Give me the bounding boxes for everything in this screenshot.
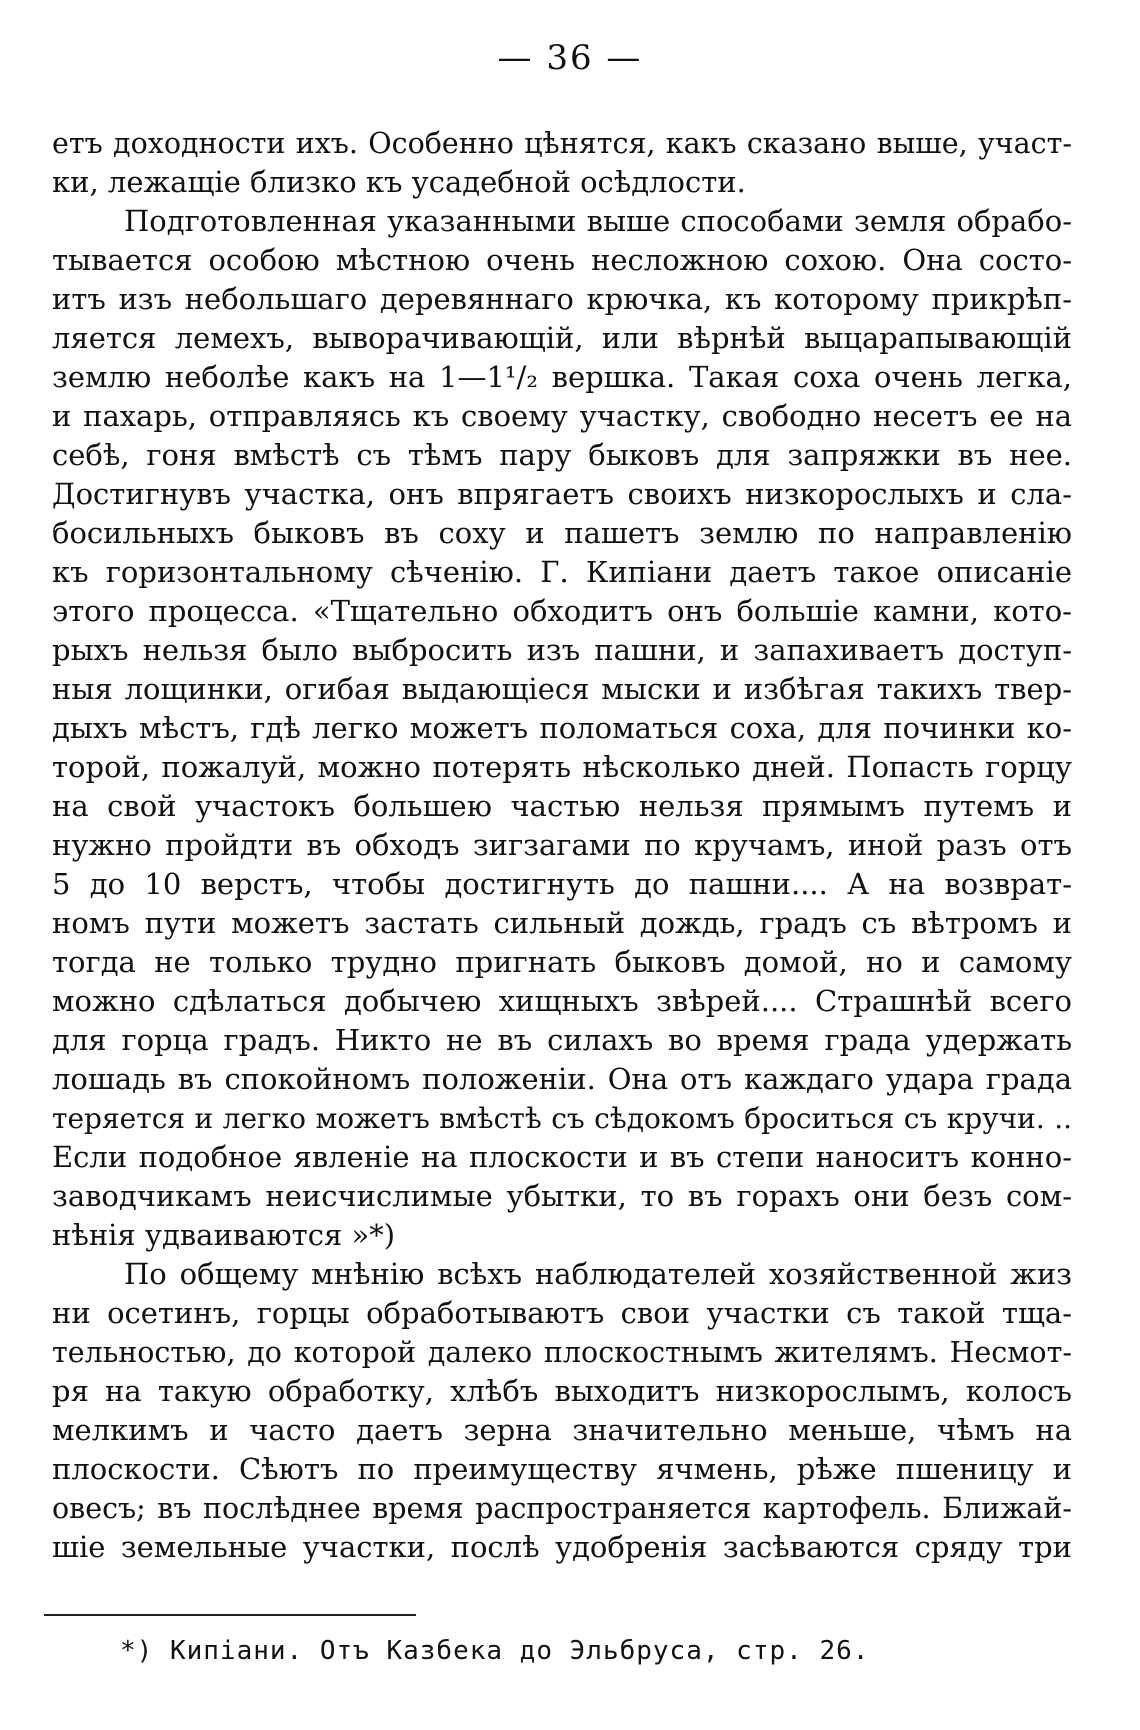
text-line: этого процесса. «Тщательно обходитъ онъ большіе камни, кото- xyxy=(52,594,1072,628)
text-line: овесъ; въ послѣднее время распространяется картофель. Ближай- xyxy=(52,1492,1072,1525)
paragraph-start-line: По общему мнѣнію всѣхъ наблюдателей хозяйственной жиз xyxy=(124,1257,1072,1291)
text-line: себѣ, гоня вмѣстѣ съ тѣмъ пару быковъ для запряжки въ нее. xyxy=(52,438,1072,472)
body-text xyxy=(52,124,1072,1567)
text-line: нѣнія удваиваются »*) xyxy=(52,1218,396,1252)
text-line: ни осетинъ, горцы обработываютъ свои участки съ такой тща- xyxy=(52,1296,1072,1330)
text-line: тывается особою мѣстною очень несложною сохою. Она состо- xyxy=(52,243,1072,277)
text-line: етъ доходности ихъ. Особенно цѣнятся, какъ сказано выше, участ- xyxy=(52,127,1072,160)
text-line: къ горизонтальному сѣченію. Г. Кипіани даетъ такое описаніе xyxy=(52,555,1072,589)
text-line: плоскости. Сѣютъ по преимуществу ячмень, рѣже пшеницу и xyxy=(52,1452,1072,1486)
text-line: и пахарь, отправляясь къ своему участку, свободно несетъ ее на xyxy=(52,399,1072,433)
text-line: землю неболѣе какъ на 1—1¹/₂ вершка. Такая соха очень легка, xyxy=(52,360,1072,394)
page-number: — 36 — xyxy=(497,38,643,78)
text-line: торой, пожалуй, можно потерять нѣсколько дней. Попасть горцу xyxy=(52,750,1072,784)
text-line: ки, лежащіе близко къ усадебной осѣдлости. xyxy=(52,165,746,199)
text-line: ря на такую обработку, хлѣбъ выходитъ низкорослымъ, колосъ xyxy=(52,1374,1072,1408)
text-line: Если подобное явленіе на плоскости и въ степи наноситъ коннo- xyxy=(52,1140,1072,1174)
text-line: тельностью, до которой далеко плоскостнымъ жителямъ. Несмот- xyxy=(52,1336,1072,1369)
text-line: Достигнувъ участка, онъ впрягаетъ своихъ низкорослыхъ и сла- xyxy=(52,477,1072,511)
text-line: номъ пути можетъ застать сильный дождь, градъ съ вѣтромъ и xyxy=(52,906,1072,940)
text-line: на свой участокъ большею частью нельзя прямымъ путемъ и xyxy=(52,789,1072,823)
text-line: для горца градъ. Никто не въ силахъ во время града удержать xyxy=(52,1023,1072,1057)
paragraph-start-line: Подготовленная указанными выше способами земля обрабо- xyxy=(124,204,1072,238)
text-line: тогда не только трудно пригнать быковъ домой, но и самому xyxy=(52,945,1072,979)
text-line: ныя лощинки, огибая выдающіеся мыски и избѣгая такихъ твер- xyxy=(52,672,1072,706)
text-line: можно сдѣлаться добычею хищныхъ звѣрей.... Страшнѣй всего xyxy=(52,984,1072,1018)
text-line: нужно пройдти въ обходъ зигзагами по кручамъ, иной разъ отъ xyxy=(52,828,1072,862)
text-line: ляется лемехъ, выворачивающій, или вѣрнѣй выцарапывающій xyxy=(52,321,1072,355)
text-line: итъ изъ небольшаго деревяннаго крючка, къ которому прикрѣп- xyxy=(52,282,1072,316)
text-line: шіе земельные участки, послѣ удобренія засѣваются сряду три xyxy=(52,1530,1072,1564)
text-line: босильныхъ быковъ въ соху и пашетъ землю по направленію xyxy=(52,516,1072,550)
footnote-divider xyxy=(44,1614,416,1616)
text-line: дыхъ мѣстъ, гдѣ легко можетъ поломаться соха, для починки ко- xyxy=(52,711,1072,745)
text-line: теряется и легко можетъ вмѣстѣ съ сѣдокомъ броситься съ кручи. .. xyxy=(52,1102,1072,1135)
text-line: лошадь въ спокойномъ положеніи. Она отъ каждаго удара града xyxy=(52,1062,1072,1096)
text-line: 5 до 10 верстъ, чтобы достигнуть до пашни.... А на возврат- xyxy=(52,867,1072,901)
text-line: заводчикамъ неисчислимые убытки, то въ горахъ они безъ сом- xyxy=(52,1179,1072,1213)
text-line: мелкимъ и часто даетъ зерна значительно меньше, чѣмъ на xyxy=(52,1413,1072,1447)
text-line: рыхъ нельзя было выбросить изъ пашни, и запахиваетъ доступ- xyxy=(52,633,1072,667)
footnote: *) Кипіани. Отъ Казбека до Эльбруса, стр. 26. xyxy=(120,1636,870,1666)
